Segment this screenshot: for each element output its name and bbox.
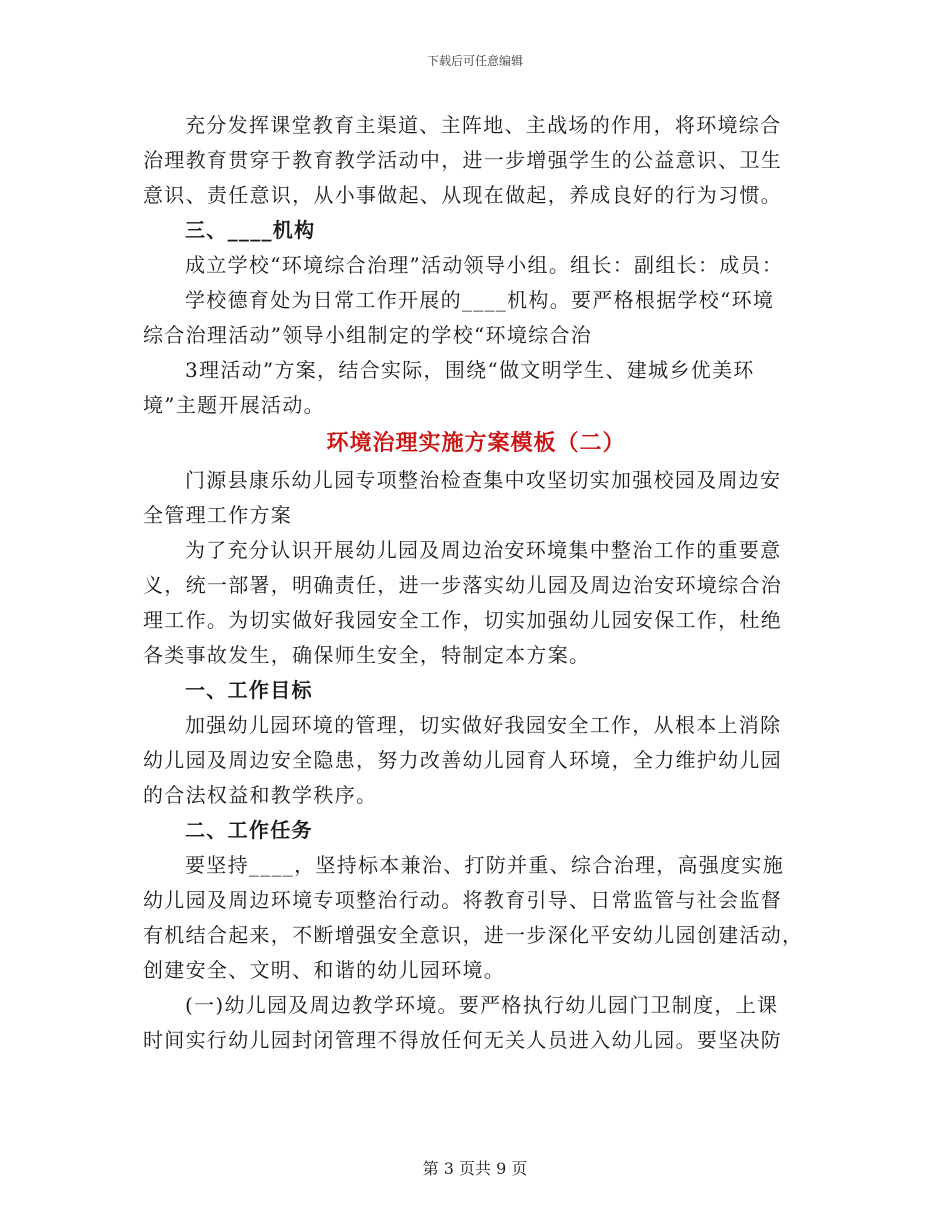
- document-body: [143, 108, 809, 1058]
- paragraph-line: 各类事故发生，确保师生安全，特制定本方案。: [143, 643, 591, 667]
- paragraph-line: 为了充分认识开展幼儿园及周边治安环境集中整治工作的重要意: [185, 538, 782, 562]
- paragraph-line: 学校德育处为日常工作开展的____机构。要严格根据学校“环境: [185, 288, 775, 312]
- paragraph-line: 义，统一部署，明确责任，进一步落实幼儿园及周边治安环境综合治: [143, 573, 782, 597]
- paragraph-line: 充分发挥课堂教育主渠道、主阵地、主战场的作用，将环境综合: [185, 113, 782, 137]
- paragraph-line: (一)幼儿园及周边教学环境。要严格执行幼儿园门卫制度，上课: [185, 993, 779, 1017]
- paragraph-line: 时间实行幼儿园封闭管理不得放任何无关人员进入幼儿园。要坚决防: [143, 1028, 782, 1052]
- section-heading: 二、工作任务: [185, 818, 313, 842]
- paragraph-line: 成立学校“环境综合治理”活动领导小组。组长：副组长：成员：: [185, 253, 784, 277]
- paragraph-line: 3理活动”方案，结合实际，围绕“做文明学生、建城乡优美环: [185, 358, 755, 382]
- paragraph-line: 意识、责任意识，从小事做起、从现在做起，养成良好的行为习惯。: [143, 183, 782, 207]
- paragraph-line: 创建安全、文明、和谐的幼儿园环境。: [143, 958, 506, 982]
- section-heading: 三、____机构: [185, 218, 316, 242]
- paragraph-line: 理工作。为切实做好我园安全工作，切实加强幼儿园安保工作，杜绝: [143, 608, 782, 632]
- paragraph-line: 有机结合起来，不断增强安全意识，进一步深化平安幼儿园创建活动，: [143, 923, 804, 947]
- paragraph-line: 加强幼儿园环境的管理，切实做好我园安全工作，从根本上消除: [185, 713, 782, 737]
- paragraph-line: 要坚持____，坚持标本兼治、打防并重、综合治理，高强度实施: [185, 853, 784, 877]
- paragraph-line: 幼儿园及周边环境专项整治行动。将教育引导、日常监管与社会监督: [143, 888, 782, 912]
- paragraph-line: 的合法权益和教学秩序。: [143, 783, 378, 807]
- paragraph-line: 幼儿园及周边安全隐患，努力改善幼儿园育人环境，全力维护幼儿园: [143, 748, 782, 772]
- page-header: 下载后可任意编辑: [426, 54, 523, 68]
- page-number: 第 3 页共 9 页: [422, 1159, 528, 1178]
- section-heading: 一、工作目标: [185, 678, 313, 702]
- document-title: 环境治理实施方案模板（二）: [326, 430, 626, 456]
- paragraph-line: 治理教育贯穿于教育教学活动中，进一步增强学生的公益意识、卫生: [143, 148, 782, 172]
- paragraph-line: 境”主题开展活动。: [143, 393, 325, 417]
- paragraph-line: 全管理工作方案: [143, 503, 293, 527]
- paragraph-line: 综合治理活动”领导小组制定的学校“环境综合治: [143, 323, 593, 347]
- paragraph-line: 门源县康乐幼儿园专项整治检查集中攻坚切实加强校园及周边安: [185, 468, 782, 492]
